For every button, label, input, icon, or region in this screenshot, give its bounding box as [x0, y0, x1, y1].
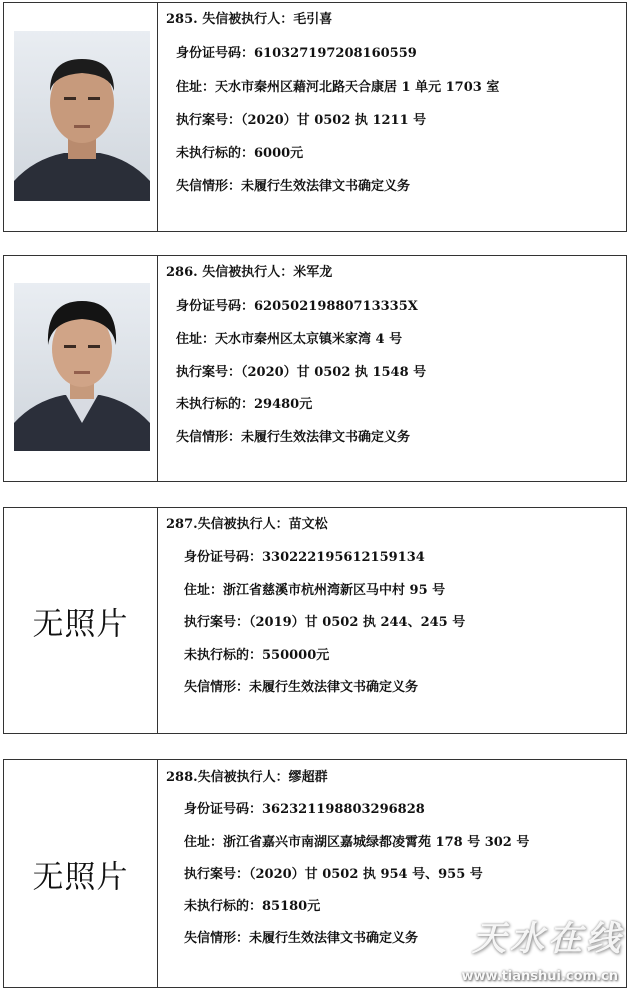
id-number: 身份证号码：330222195612159134 — [184, 550, 425, 565]
id-number: 身份证号码：610327197208160559 — [176, 46, 417, 61]
unexecuted-amount: 未执行标的：85180元 — [184, 899, 321, 914]
record-card-287 — [3, 507, 627, 734]
case-number: 执行案号：（2019）甘 0502 执 244、245 号 — [184, 615, 466, 630]
record-header: 285. 失信被执行人：毛引喜 — [166, 12, 333, 27]
address: 住址：浙江省嘉兴市南湖区嘉城绿都凌霄苑 178 号 302 号 — [184, 835, 530, 850]
photo-cell — [4, 760, 158, 987]
case-number: 执行案号：（2020）甘 0502 执 1211 号 — [176, 113, 427, 128]
portrait-image — [14, 283, 150, 451]
address: 住址：天水市秦州区藉河北路天合康居 1 单元 1703 室 — [176, 80, 500, 95]
no-photo-label: 无照片 — [32, 859, 129, 895]
record-header: 288.失信被执行人：缪超群 — [166, 770, 328, 785]
unexecuted-amount: 未执行标的：6000元 — [176, 146, 304, 161]
no-photo-label: 无照片 — [32, 606, 129, 642]
id-number: 身份证号码：62050219880713335X — [176, 299, 418, 314]
case-number: 执行案号：（2020）甘 0502 执 954 号、955 号 — [184, 867, 483, 882]
dishonesty-reason: 失信情形：未履行生效法律文书确定义务 — [184, 680, 419, 695]
site-watermark-url: www.tianshui.com.cn — [461, 969, 618, 984]
photo-cell — [4, 256, 158, 481]
dishonesty-reason: 失信情形：未履行生效法律文书确定义务 — [176, 179, 411, 194]
dishonesty-reason: 失信情形：未履行生效法律文书确定义务 — [184, 931, 419, 946]
address: 住址：天水市秦州区太京镇米家湾 4 号 — [176, 332, 403, 347]
dishonesty-reason: 失信情形：未履行生效法律文书确定义务 — [176, 430, 411, 445]
portrait-image — [14, 31, 150, 201]
photo-cell — [4, 3, 158, 231]
person-photo — [14, 31, 150, 201]
case-number: 执行案号：（2020）甘 0502 执 1548 号 — [176, 365, 427, 380]
unexecuted-amount: 未执行标的：29480元 — [176, 397, 313, 412]
record-card-285 — [3, 2, 627, 232]
photo-cell — [4, 508, 158, 733]
site-watermark-logo: 天水在线 — [472, 919, 624, 959]
address: 住址：浙江省慈溪市杭州湾新区马中村 95 号 — [184, 583, 446, 598]
person-photo — [14, 283, 150, 451]
unexecuted-amount: 未执行标的：550000元 — [184, 648, 330, 663]
record-card-286 — [3, 255, 627, 482]
record-header: 287.失信被执行人：苗文松 — [166, 517, 328, 532]
record-header: 286. 失信被执行人：米军龙 — [166, 265, 333, 280]
id-number: 身份证号码：362321198803296828 — [184, 802, 425, 817]
